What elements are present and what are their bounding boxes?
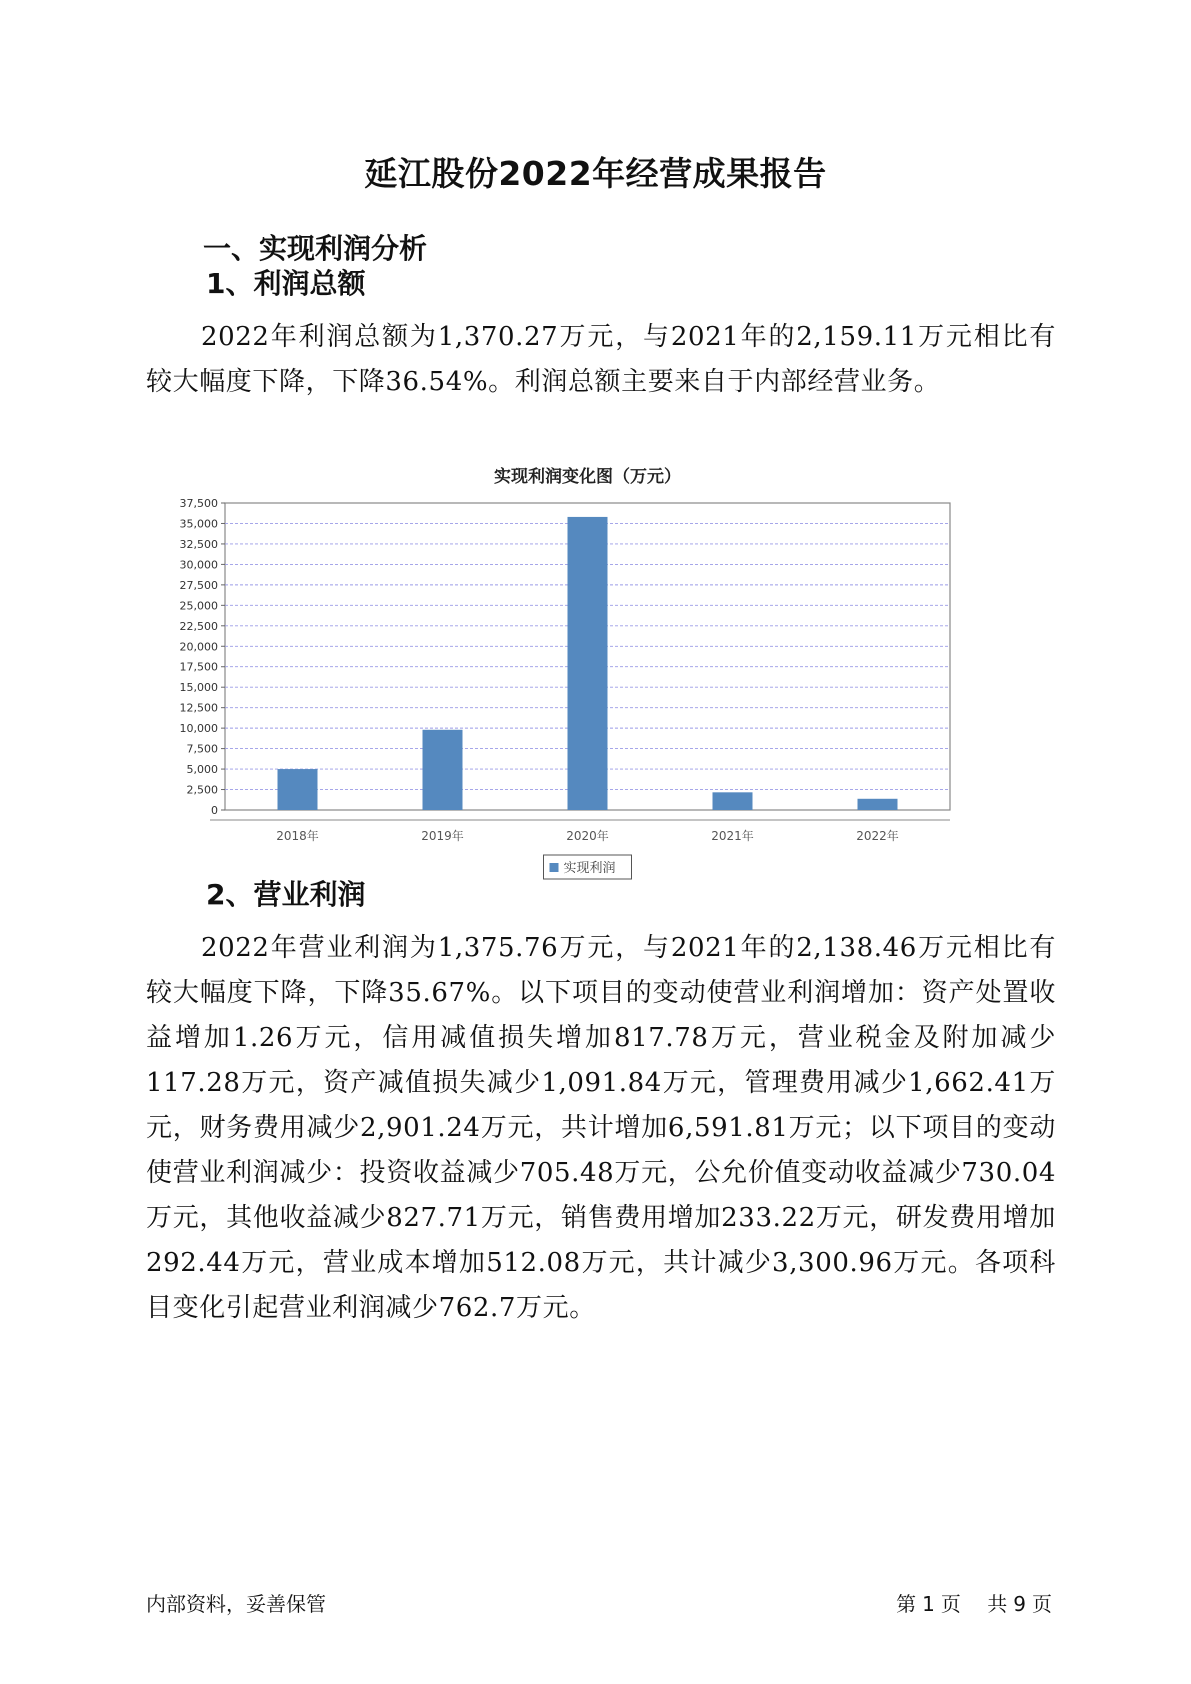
profit-bar-chart	[150, 455, 1040, 915]
legend-label: 实现利润	[563, 861, 616, 876]
report-title: 延江股份2022年经营成果报告	[364, 154, 827, 193]
legend-swatch	[550, 863, 559, 872]
y-tick-label: 12,500	[179, 701, 218, 715]
bar	[713, 792, 753, 810]
bar	[278, 769, 318, 810]
y-tick-label: 17,500	[179, 660, 218, 674]
y-tick-label: 0	[211, 804, 218, 817]
y-tick-label: 5,000	[186, 763, 218, 777]
subsection-heading-profit-total: 1、利润总额	[206, 267, 366, 300]
x-tick-label: 2021年	[711, 829, 754, 843]
page-label-suffix: 页	[940, 1592, 961, 1616]
y-tick-label: 2,500	[186, 783, 218, 797]
y-tick-label: 15,000	[179, 681, 218, 695]
paragraph-profit-total: 2022年利润总额为1,370.27万元，与2021年的2,159.11万元相比有较大幅度下降，下降36.54%。利润总额主要来自于内部经营业务。	[146, 322, 1056, 397]
x-tick-label: 2022年	[856, 829, 899, 843]
y-tick-label: 32,500	[179, 537, 218, 551]
y-tick-label: 25,000	[179, 599, 218, 613]
page-number: 1	[922, 1592, 935, 1616]
section-heading: 一、实现利润分析	[203, 232, 428, 265]
footer-confidential-note: 内部资料，妥善保管	[146, 1592, 326, 1616]
bar	[568, 517, 608, 810]
paragraph-operating-profit: 2022年营业利润为1,375.76万元，与2021年的2,138.46万元相比有较大幅度下降，下降35.67%。以下项目的变动使营业利润增加：资产处置收益增加1.26万元，信用减值损失增加817.78万元，营业税金及附加减少117.28万元，资产减值损失减少1,091.84万元，管理费用减少1,662.41万元，财务费用减少2,901.24万元，共计增加6,591.81万元；以下项目的变动使营业利润减少：投资收益减少705.48万元，公允价值变动收益减少730.04万元，其他收益减少827.71万元，销售费用增加233.22万元，研发费用增加292.44万元，营业成本增加512.08万元，共计减少3,300.96万元。各项科目变化引起营业利润减少762.7万元。	[146, 933, 1056, 1323]
y-tick-label: 37,500	[179, 497, 218, 510]
y-tick-label: 30,000	[179, 558, 218, 572]
y-tick-label: 22,500	[179, 619, 218, 633]
x-tick-label: 2020年	[566, 829, 609, 843]
y-tick-label: 27,500	[179, 578, 218, 592]
y-tick-label: 7,500	[186, 742, 218, 756]
y-tick-label: 10,000	[179, 722, 218, 736]
chart-title: 实现利润变化图（万元）	[494, 467, 681, 487]
subsection-heading-operating-profit: 2、营业利润	[206, 878, 366, 911]
footer-page-indicator	[890, 1588, 1052, 1617]
x-tick-label: 2018年	[276, 829, 319, 843]
y-tick-label: 35,000	[179, 517, 218, 531]
bar	[858, 799, 898, 810]
total-label-suffix: 页	[1032, 1592, 1052, 1616]
y-tick-label: 20,000	[179, 640, 218, 654]
page-label-prefix: 第	[896, 1592, 917, 1616]
total-label-prefix: 共	[987, 1592, 1008, 1616]
bar	[423, 730, 463, 810]
total-pages: 9	[1013, 1592, 1026, 1616]
x-tick-label: 2019年	[421, 829, 464, 843]
